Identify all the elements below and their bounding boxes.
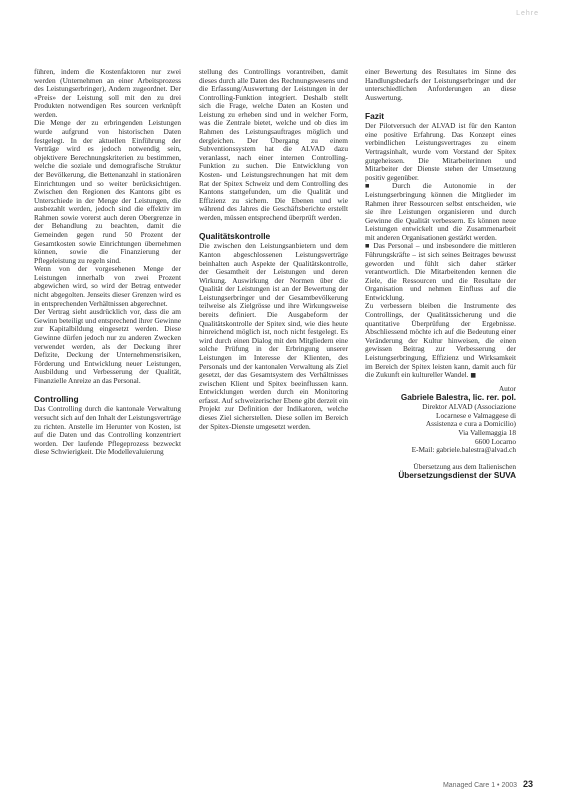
author-address-line: 6600 Locarno (475, 436, 516, 446)
paragraph: Die Menge der zu erbringenden Leistungen wurde aufgrund von historischen Daten festgelegt. In der aktuellen Einführung der Verträge wird es jedoch notwendig sein, objektivere Berechnungskriterien zu bestimmen, welche die soziale und demografische Struktur der Bevölkerung, die Bettenanzahl in stationären Einrichtungen und so weiter berücksichtigen. Zwischen den Regionen des Kantons gibt es Unterschiede in der Menge der Leistungen, die ausbezahlt werden, jedoch sind die effektiv im Rahmen sowie vorerst auch deren Obergrenze in der Behandlung zu beachten, damit die Gemeinden gegen rund 50 Prozent der Gesamtkosten sowie Einrichtungen übernehmen können, sowie die Finanzierung der Pflegeleistung zu regeln sind. (34, 118, 181, 265)
page-footer (443, 779, 533, 789)
translation-service: Übersetzungsdienst der SUVA (398, 471, 516, 481)
author-address-line: Via Vallemaggia 18 (458, 427, 516, 437)
translation-note (365, 463, 516, 482)
author-name: Gabriele Balestra, lic. rer. pol. (400, 393, 516, 403)
bullet-paragraph: ■ Das Personal – und insbesondere die mittleren Führungskräfte – ist sich seines Beitrages bewusst geworden und fühlt sich daher stärker verantwortlich. Die Mitarbeitenden kennen die Ziele, die Ressourcen und die Resultate der Organisation und nehmen Einfluss auf die Entwicklung. (365, 241, 516, 302)
magazine-name: Managed Care (442, 782, 490, 789)
paragraph: Die zwischen den Leistungsanbietern und dem Kanton abgeschlossenen Leistungsverträge beinhalten auch Aspekte der Qualitätskontrolle, der Gesamtheit der Leistungen und deren Wirkung. Auswirkung der Normen über die Qualität der Leistungen ist an der Bewertung der Leistungserbringer und der Gesamtbevölkerung teilweise als Zielgrösse und ihre Wirkungsweise bereits definiert. Die Ausgabeform der Qualitätskontrolle der Spitex sind, wie dies heute hinreichend möglich ist, noch nicht festgelegt. Es wird durch einen Dialog mit den Mitgliedern eine solche Prüfung in der Erbringung unserer Leistungen im Interesse der Klienten, des Personals und der kantonalen Verwaltung als Ziel gesetzt, der das Gesamtsystem des Verhältnisses zwischen Klient und Spitex beeinflussen kann. Entwicklungen werden durch ein Monitoring erfasst. Auf schweizerischer Ebene gibt derzeit ein Projekt zur Definition der Indikatoren, welche dieses Ziel sicherstellen. Diese sollen im Bereich der Spitex-Dienste umgesetzt werden. (199, 241, 348, 431)
section-heading-controlling: Controlling (34, 394, 79, 405)
bullet-paragraph: ■ Durch die Autonomie in der Leistungserbringung können die Mitglieder im Rahmen ihrer Ressourcen selbst entscheiden, wie sie ihre Leistungen organisieren und durch Gewinne die Qualität verbessern. Es können neue Leistungen entwickelt und die Zusammenarbeit mit anderen Organisationen gestärkt werden. (365, 181, 516, 242)
text-column-1 (34, 68, 181, 768)
running-head: Lehre (516, 10, 539, 17)
paragraph: Der Vertrag sieht ausdrücklich vor, dass die am Gewinn beteiligt und entsprechend ihrer Gewinne zur Kapitalbildung eingesetzt werden. Diese Gewinne dürfen jedoch nur zu anderen Zwecken verwendet werden, als der Deckung ihrer Defizite, Deckung der Unternehmensrisiken, Förderung und Entwicklung neuer Leistungen, Ausbildung und Verbesserung der Qualität, Finanzielle Anreize an das Personal. (34, 307, 181, 385)
issue-number: 1 • 2003 (491, 782, 518, 789)
paragraph: führen, indem die Kostenfaktoren nur zwei werden (Unternehmen an einer Arbeitsprozess des Leistungserbringer), Andern zugeordnet. Der «Preis» der Leistung soll mit den zu drei Produkten notwendigen Res sourcen verknüpft werden. (34, 68, 181, 119)
section-heading-qualitaetskontrolle: Qualitätskontrolle (199, 231, 271, 242)
author-affiliation-line: Locarnese e Valmaggese di (436, 410, 516, 420)
paragraph (365, 302, 516, 380)
text-column-2 (199, 68, 348, 768)
section-heading-fazit: Fazit (365, 111, 385, 122)
author-affiliation-line: Assistenza e cura a Domicilio) (425, 419, 516, 429)
author-label: Autor (498, 383, 516, 393)
paragraph: einer Bewertung des Resultates im Sinne des Handlungsbedarfs der Leistungserbringer und der unterschiedlichen Anforderungen an diese Auswertung. (365, 68, 516, 102)
paragraph: Das Controlling durch die kantonale Verwaltung versucht sich auf den Inhalt der Leistungsverträge zu richten. Anstelle im Herunter von Kosten, ist auf die Daten und das Controlling konzentriert worden. Der laufende Pflegeprozess bezweckt diese Schwierigkeit. Die Modellevaluierung (34, 404, 181, 457)
paragraph: Wenn von der vorgesehenen Menge der Leistungen innerhalb von zwei Prozent abgewichen wird, so wird der Betrag entweder nicht abgegolten. Jenseits dieser Grenzen wird es in entsprechenden Verhältnissen abgerechnet. (34, 264, 181, 308)
author-email: E-Mail: gabriele.balestra@alvad.ch (411, 445, 516, 455)
paragraph: Der Pilotversuch der ALVAD ist für den Kanton eine positive Erfahrung. Das Konzept eines verbindlichen Leistungsvertrages zu einem Vertragsinhalt, wurde vom Vorstand der Spitex gutgeheissen. Die Mitarbeiterinnen und Mitarbeiter der Dienste stehen der Umsetzung positiv gegenüber. (365, 121, 516, 182)
page-number: 23 (522, 779, 533, 789)
author-affiliation-line: Direktor ALVAD (Associazione (422, 402, 516, 412)
paragraph: stellung des Controllings vorantreiben, damit dieses durch alle Daten des Rechnungswesens und die Erfassung/Auswertung der Leistungen in der Controlling-Funktion integriert. Deshalb stellt sich die Frage, welche Daten an Kosten und Leistung zu erheben sind und in welcher Form, was die Zentrale bietet, welche und ob dies im Rahmen des Leistungsauftrages möglich und dergleichen. Der Übergang zu einem Subventionssystem hat die ALVAD dazu veranlasst, nach einer internen Controlling-Funktion zu suchen. Die Entwicklung von Kosten- und Leistungsrechnungen hat mit dem Rat der Spitex Schweiz und dem Controlling des Kantons stattgefunden, um die Qualität und Effizienz zu sichern. Die Ebenen und wie während des Jahres die Geschäftsberichte erstellt werden, müssen entsprechend überprüft werden. (199, 68, 348, 222)
end-mark: ■ (470, 372, 476, 380)
closing-text: Zu verbessern bleiben die Instrumente des Controllings, der Qualitätssicherung und die quantitative Überprüfung der Ergebnisse. Abschliessend möchte ich auf die Bedeutung einer Veränderung der Kultur hinweisen, die einen gewissen Beitrag zur Verbesserung der Leistungserbringung, Effizienz und Wirksamkeit im Bereich der Spitex leisten kann, damit auch für die Zukunft ein kultureller Wandel. (365, 301, 516, 380)
text-column-3 (365, 68, 516, 768)
author-block (365, 385, 516, 455)
translation-line: Übersetzung aus dem Italienischen (413, 461, 516, 471)
